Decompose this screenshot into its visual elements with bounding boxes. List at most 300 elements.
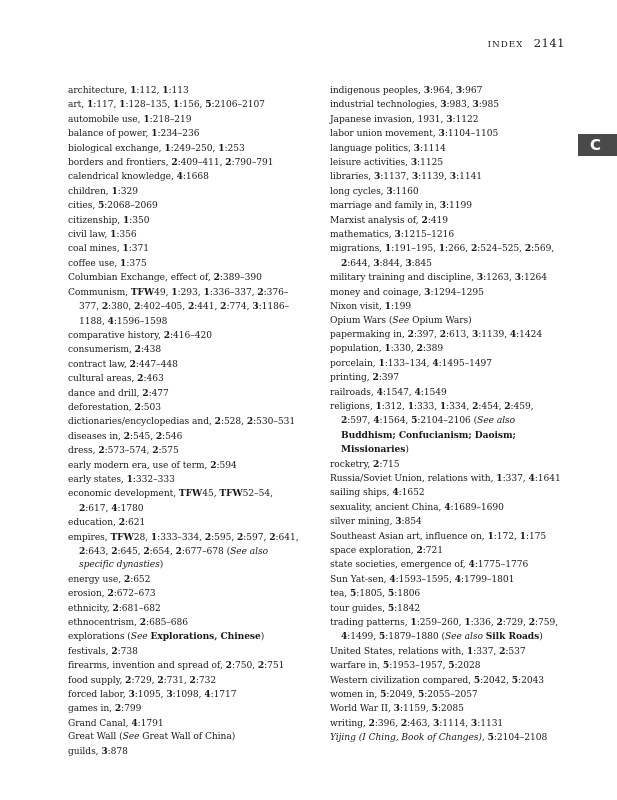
index-entry-text: dress, — [68, 446, 99, 457]
index-entry — [68, 745, 300, 759]
index-entry-text: :1596–1598 — [113, 316, 168, 327]
index-entry-text: :1775–1776 — [474, 560, 529, 571]
index-entry-text: :774, — [226, 302, 253, 313]
index-entry-text: :218–219 — [149, 114, 192, 125]
index-entry-text: festivals, — [68, 646, 112, 657]
index-entry-text: :503 — [140, 402, 161, 413]
index-entry-text: 1 — [130, 85, 137, 96]
index-entry-text: 1 — [122, 214, 130, 226]
index-entry-text: :117, — [93, 100, 120, 111]
index-entry-text: :1499, — [347, 632, 379, 643]
index-entry-text: ) — [260, 632, 265, 643]
index-entry-text: 1 — [407, 400, 414, 412]
index-entry-text: deforestation, — [68, 402, 135, 413]
index-entry — [68, 459, 300, 473]
index-entry — [330, 515, 562, 529]
index-entry — [330, 113, 562, 127]
index-entry-text: 4 — [389, 573, 396, 585]
index-entry-text: 2 — [213, 272, 220, 284]
index-entry — [330, 472, 562, 486]
index-entry — [68, 688, 300, 702]
index-entry-text: 1 — [384, 301, 391, 313]
index-entry-text: :293, — [177, 287, 204, 298]
index-entry-text: :621 — [124, 518, 146, 529]
index-entry-text: 1 — [410, 617, 417, 629]
index-entry-text: :133–134, — [384, 358, 433, 369]
index-entry-text: :799 — [121, 704, 142, 715]
index-entry-text: See — [122, 732, 143, 743]
index-entry-text: 3 — [405, 257, 412, 269]
index-entry-text: 4 — [376, 386, 383, 398]
index-entry — [330, 573, 562, 587]
index-entry — [68, 228, 300, 242]
index-entry-text: :1549 — [420, 387, 447, 398]
index-entry-text: ethnocentrism, — [68, 618, 140, 629]
index-entry — [68, 487, 300, 516]
index-entry — [330, 674, 562, 688]
index-entry — [68, 343, 300, 357]
index-entry-text: 5 — [378, 631, 386, 643]
index-entry — [68, 602, 300, 616]
index-entry-text: :376–377, — [79, 287, 289, 313]
index-entry-text: 2 — [341, 257, 348, 269]
index-entry-text: :333–334, — [157, 532, 205, 543]
index-entry-text: :1141 — [456, 172, 483, 183]
index-entry-text: :677–678 ( — [181, 547, 231, 557]
index-entry-text: contract law, — [68, 359, 130, 370]
index-entry-text: :336, — [470, 618, 497, 629]
index-entry-text: coal mines, — [68, 244, 123, 255]
index-entry-text: 1 — [119, 99, 126, 111]
index-entry — [330, 214, 562, 228]
index-entry-text: :1114, — [439, 718, 471, 729]
index-entry-text: Western civilization compared, — [330, 675, 474, 686]
index-entry-text: :380, — [108, 302, 135, 313]
index-entry-text: long cycles, — [330, 186, 387, 197]
index-entry-text: dictionaries/encyclopedias and, — [68, 417, 215, 428]
index-entry-text: 2 — [528, 617, 535, 629]
index-entry-text: :528, — [220, 417, 247, 428]
index-entry-text: :845 — [411, 258, 432, 269]
index-entry-text: porcelain, — [330, 358, 379, 369]
index-entry — [68, 616, 300, 630]
index-entry-text: 1 — [126, 473, 133, 485]
index-entry-text: United States, relations with, — [330, 646, 467, 657]
index-entry-text: 2 — [225, 157, 232, 169]
index-entry-text: :1805, — [356, 589, 388, 600]
index-entry-text: :985 — [478, 100, 499, 111]
index-entry — [68, 142, 300, 156]
index-entry-text: :2104–2106 ( — [417, 416, 478, 427]
index-entry-text: 2 — [125, 674, 132, 686]
index-entry-text: Columbian Exchange, effect of, — [68, 273, 214, 284]
index-entry-text: :2068–2069 — [104, 201, 158, 212]
index-entry-text: :613, — [446, 329, 472, 340]
index-entry-text: :738 — [117, 646, 138, 657]
index-entry — [68, 430, 300, 444]
index-entry-text: Buddhism; Confucianism; Daoism; Missionaries — [341, 429, 516, 456]
index-entry-text: :1215–1216 — [400, 230, 455, 241]
index-entry-text: ) — [539, 632, 543, 643]
index-entry-text: See also — [477, 416, 516, 427]
index-entry-text: 2 — [246, 416, 254, 428]
index-entry-text: :402–405, — [140, 302, 188, 313]
index-entry-text: 3 — [471, 328, 479, 340]
index-entry-text: sailing ships, — [330, 488, 393, 499]
index-entry-text: warfare in, — [330, 661, 383, 672]
index-entry-text: 3 — [440, 99, 447, 111]
index-entry-text: ethnicity, — [68, 603, 113, 614]
index-entry-text: :1114 — [419, 143, 446, 154]
index-entry-text: :964, — [429, 86, 456, 96]
index-entry-text: 1 — [173, 99, 180, 111]
section-thumb-tab: C — [578, 134, 617, 156]
index-entry-text: :1842 — [394, 603, 421, 614]
index-entry-text: Marxist analysis of, — [330, 215, 422, 226]
index-entry-text: :790–791 — [231, 158, 274, 169]
index-entry-text: 2 — [118, 517, 125, 529]
index-entry-text: 5 — [98, 200, 105, 212]
index-entry-text: :750, — [231, 661, 258, 672]
index-entry-text: 1 — [111, 185, 118, 197]
index-entry-text: 5 — [380, 689, 387, 701]
index-entry — [330, 286, 562, 300]
index-entry — [68, 271, 300, 285]
index-entry-text: :1953–1957, — [389, 661, 449, 672]
index-entry-text: 2 — [373, 458, 380, 470]
index-entry-text: :729, — [502, 618, 529, 629]
index-entry-text: :530–531 — [253, 417, 296, 428]
index-entry-text: Silk Roads — [485, 631, 540, 643]
index-entry-text: Yijing (I Ching, Book of Changes) — [330, 733, 482, 744]
index-entry-text: :1104–1105 — [444, 129, 499, 140]
index-entry-text: :2106–2107 — [211, 100, 265, 111]
index-entry-text: :454, — [478, 401, 505, 412]
index-entry-text: :672–673 — [113, 589, 156, 600]
index-entry-text: mathematics, — [330, 230, 395, 241]
index-entry-text: 1 — [519, 530, 526, 542]
index-entry-text: 4 — [107, 315, 114, 327]
index-entry — [330, 645, 562, 659]
index-entry-text: early modern era, use of term, — [68, 460, 211, 471]
index-entry-text: cities, — [68, 201, 98, 212]
index-entry — [68, 531, 300, 573]
index-entry-text: 4 — [111, 502, 118, 514]
index-entry-text: Japanese invasion, 1931, — [330, 114, 447, 125]
index-column-left — [68, 84, 300, 759]
index-entry-text: ) — [159, 560, 164, 571]
running-head-label: INDEX — [487, 40, 524, 50]
index-entry-text: 5 — [387, 602, 395, 614]
index-entry-text: 1 — [466, 645, 474, 657]
index-entry-text: 3 — [449, 171, 457, 183]
index-entry-text: :644, — [347, 258, 374, 269]
index-entry-text: 3 — [101, 745, 108, 757]
index-entry-text: 2 — [439, 328, 447, 340]
index-entry-text: 1 — [86, 99, 94, 111]
index-entry-text: 2 — [114, 703, 122, 715]
index-entry — [68, 113, 300, 127]
index-entry-text: 5 — [387, 588, 395, 600]
index-entry-text: :1593–1595, — [395, 574, 455, 585]
index-entry-text: :1095, — [134, 690, 167, 701]
index-entry-text: marriage and family in, — [330, 201, 440, 212]
index-entry — [330, 501, 562, 515]
index-entry — [330, 386, 562, 400]
index-entry-text: 2 — [225, 660, 232, 672]
index-entry-text: 2 — [142, 387, 149, 399]
index-entry-text: :575 — [158, 446, 179, 457]
index-entry-text: consumerism, — [68, 345, 135, 356]
index-entry-text: writing, — [330, 718, 369, 729]
index-entry-text: :1689–1690 — [450, 502, 504, 513]
index-entry — [330, 98, 562, 112]
index-entry-text: 1 — [143, 113, 150, 125]
index-entry-text: :854 — [401, 517, 422, 528]
index-entry-text: automobile use, — [68, 114, 144, 125]
index-entry — [330, 199, 562, 213]
index-entry-text: 2 — [210, 459, 217, 471]
index-entry — [330, 458, 562, 472]
index-entry-text: :759, — [534, 618, 559, 629]
index-entry-text: Great Wall ( — [68, 732, 123, 743]
index-entry — [330, 84, 562, 98]
index-entry-text: 1 — [171, 286, 178, 298]
index-entry-text: 3 — [252, 301, 259, 313]
index-entry-text: 1 — [150, 531, 158, 543]
index-entry-text: civil law, — [68, 230, 111, 241]
index-entry-text: Southeast Asian art, influence on, — [330, 531, 488, 542]
index-entry — [68, 702, 300, 716]
index-entry-text: 4 — [454, 573, 461, 585]
index-entry — [330, 731, 562, 745]
index-entry-text: :731, — [163, 675, 190, 686]
index-entry-text: 2 — [134, 301, 141, 313]
index-entry-text: :1098, — [172, 690, 205, 701]
index-entry-text: 3 — [373, 257, 380, 269]
index-entry-text: :397 — [378, 373, 399, 384]
index-entry-text: 2 — [524, 243, 532, 255]
index-entry-text: :878 — [107, 746, 128, 757]
index-entry-text: 1 — [218, 142, 225, 154]
index-entry-text: 2 — [139, 617, 147, 629]
index-entry-text: 1 — [378, 357, 385, 369]
index-entry-text: 4 — [392, 487, 399, 499]
index-entry — [330, 228, 562, 242]
index-entry-text: :1122 — [452, 114, 479, 125]
index-entry-text: railroads, — [330, 387, 377, 398]
index-entry-text: 4 — [341, 631, 348, 643]
index-entry-text: :1139, — [478, 329, 510, 340]
index-entry-text: :416–420 — [170, 330, 212, 341]
index-entry-text: food supply, — [68, 675, 126, 686]
index-entry-text: :409–411, — [177, 158, 226, 169]
index-entry — [68, 630, 300, 644]
index-entry-text: 3 — [470, 717, 478, 729]
index-entry-text: printing, — [330, 373, 373, 384]
index-entry-text: 4 — [204, 689, 211, 701]
index-entry-text: games in, — [68, 704, 115, 715]
index-entry — [68, 185, 300, 199]
index-entry-text: :1717 — [210, 690, 237, 701]
index-entry-text: :732 — [195, 675, 217, 686]
index-entry-text: 2 — [496, 617, 503, 629]
index-entry-text: 3 — [411, 171, 419, 183]
index-entry-text: :337, — [502, 473, 529, 484]
index-entry-text: :259–260, — [416, 618, 465, 629]
index-entry-text: 3 — [514, 272, 522, 284]
index-entry-text: 2 — [421, 214, 428, 226]
index-entry-text: :1641 — [534, 473, 561, 484]
index-entry-text: :477 — [148, 388, 169, 399]
index-entry-text: World War II, — [330, 704, 394, 715]
index-entry — [68, 674, 300, 688]
index-entry-text: :967 — [462, 86, 483, 96]
index-entry-text: 2 — [79, 546, 86, 557]
index-entry-text: 3 — [439, 200, 447, 212]
index-entry-text: 2 — [134, 344, 141, 356]
index-entry-text: 4 — [176, 171, 183, 183]
index-entry-text: :1263, — [483, 273, 515, 284]
index-entry-text: guilds, — [68, 746, 102, 757]
index-entry-text: :337, — [473, 646, 500, 657]
index-entry-text: Grand Canal, — [68, 718, 132, 729]
index-entry-text: :729, — [131, 675, 158, 686]
index-entry-text: Opium Wars) — [412, 315, 472, 326]
index-entry-text: 4 — [509, 328, 517, 340]
index-entry-text: :2028 — [454, 661, 481, 672]
index-entry-text: education, — [68, 518, 119, 529]
index-entry — [68, 415, 300, 429]
index-entry-text: :112, — [136, 86, 163, 96]
index-entry-text: 3 — [386, 185, 393, 197]
index-entry-text: dance and drill, — [68, 388, 143, 399]
index-entry-text: 5 — [411, 415, 418, 427]
index-entry-text: 2 — [163, 329, 171, 341]
index-entry-text: 45, — [202, 489, 220, 500]
index-entry-text: :594 — [216, 460, 237, 471]
index-entry-text: :1264 — [521, 273, 547, 284]
index-entry-text: :438 — [140, 345, 162, 356]
index-entry — [330, 242, 562, 271]
index-entry-text: 3 — [423, 85, 430, 96]
index-entry-text: :459, — [510, 401, 534, 412]
index-entry-text: 2 — [112, 602, 119, 614]
index-entry — [330, 185, 562, 199]
index-entry-text: TFW — [130, 286, 155, 298]
index-entry-text: :172, — [493, 531, 520, 542]
index-entry-text: children, — [68, 186, 112, 197]
index-entry — [330, 170, 562, 184]
index-entry-text: :1564, — [379, 416, 412, 427]
index-entry-text: borders and frontiers, — [68, 158, 172, 169]
index-entry-text: :1668 — [182, 172, 209, 183]
index-entry-text: :419 — [427, 215, 448, 226]
index-entry-text: 4 — [131, 717, 138, 729]
index-entry-text: biological exchange, — [68, 143, 165, 154]
index-entry — [68, 156, 300, 170]
index-entry-text: :441, — [194, 302, 221, 313]
index-entry — [68, 84, 300, 98]
index-entry — [330, 400, 562, 458]
index-entry-text: :1159, — [399, 704, 432, 715]
index-entry-text: 3 — [476, 272, 484, 284]
index-entry — [68, 127, 300, 141]
index-entry-text: :312, — [381, 401, 408, 412]
index-entry-text: :396, — [374, 718, 401, 729]
index-entry — [330, 587, 562, 601]
index-entry-text: :2085 — [437, 704, 464, 715]
index-entry-text: citizenship, — [68, 215, 123, 226]
index-entry-text: 2 — [257, 286, 264, 298]
index-entry — [330, 127, 562, 141]
index-entry — [68, 98, 300, 112]
index-entry-text: industrial technologies, — [330, 100, 441, 111]
index-entry-text: :537 — [505, 646, 526, 657]
index-entry-text: space exploration, — [330, 546, 417, 556]
index-entry-text: :266, — [445, 244, 471, 255]
index-entry-text: :356 — [116, 230, 137, 241]
index-entry-text: 3 — [395, 516, 402, 528]
index-entry — [330, 342, 562, 356]
index-entry-text: See — [130, 632, 151, 643]
index-entry — [68, 199, 300, 213]
index-entry — [68, 242, 300, 256]
index-entry-text: 1 — [120, 257, 127, 269]
index-entry-text: migrations, — [330, 244, 385, 255]
index-entry-text: 3 — [166, 689, 173, 701]
index-entry — [330, 544, 562, 558]
index-entry-text: :524–525, — [477, 244, 525, 255]
index-entry — [68, 358, 300, 372]
index-entry-text: 5 — [473, 674, 481, 686]
index-entry — [68, 587, 300, 601]
index-entry-text: Great Wall of China) — [142, 732, 236, 743]
index-entry-text: indigenous peoples, — [330, 86, 424, 96]
index-entry-text: :654, — [149, 547, 176, 557]
index-entry-text: 2 — [214, 416, 221, 428]
index-entry-text: :336–337, — [209, 287, 258, 298]
index-entry-text: 2 — [98, 445, 105, 457]
index-entry-text: erosion, — [68, 589, 108, 600]
index-entry — [68, 717, 300, 731]
index-entry-text: 1 — [151, 128, 158, 140]
index-entry — [68, 401, 300, 415]
index-entry — [68, 645, 300, 659]
index-entry-text: libraries, — [330, 172, 374, 183]
index-entry-text: :1879–1880 ( — [385, 632, 445, 643]
index-entry-text: 4 — [528, 472, 535, 484]
index-entry-text: 1 — [162, 85, 169, 96]
index-entry-text: :983, — [446, 100, 473, 111]
index-entry-text: TFW — [178, 488, 203, 500]
index-entry — [68, 329, 300, 343]
index-entry-text: 1 — [375, 400, 382, 412]
index-entry-text: trading patterns, — [330, 618, 411, 629]
index-entry — [68, 170, 300, 184]
index-entry-text: 2 — [220, 301, 227, 313]
index-entry-text: 2 — [400, 717, 408, 729]
index-entry-text: See — [392, 315, 413, 326]
index-entry-text: :1791 — [137, 718, 164, 729]
index-entry-text: :545, — [129, 431, 156, 442]
index-entry-text: 2 — [123, 573, 131, 585]
index-entry-text: 2 — [107, 588, 114, 600]
index-entry-text: :645, — [117, 547, 144, 557]
index-entry-text: TFW — [110, 531, 134, 543]
index-entry-text: :199 — [390, 302, 412, 313]
index-entry-text: :597, — [347, 416, 374, 427]
